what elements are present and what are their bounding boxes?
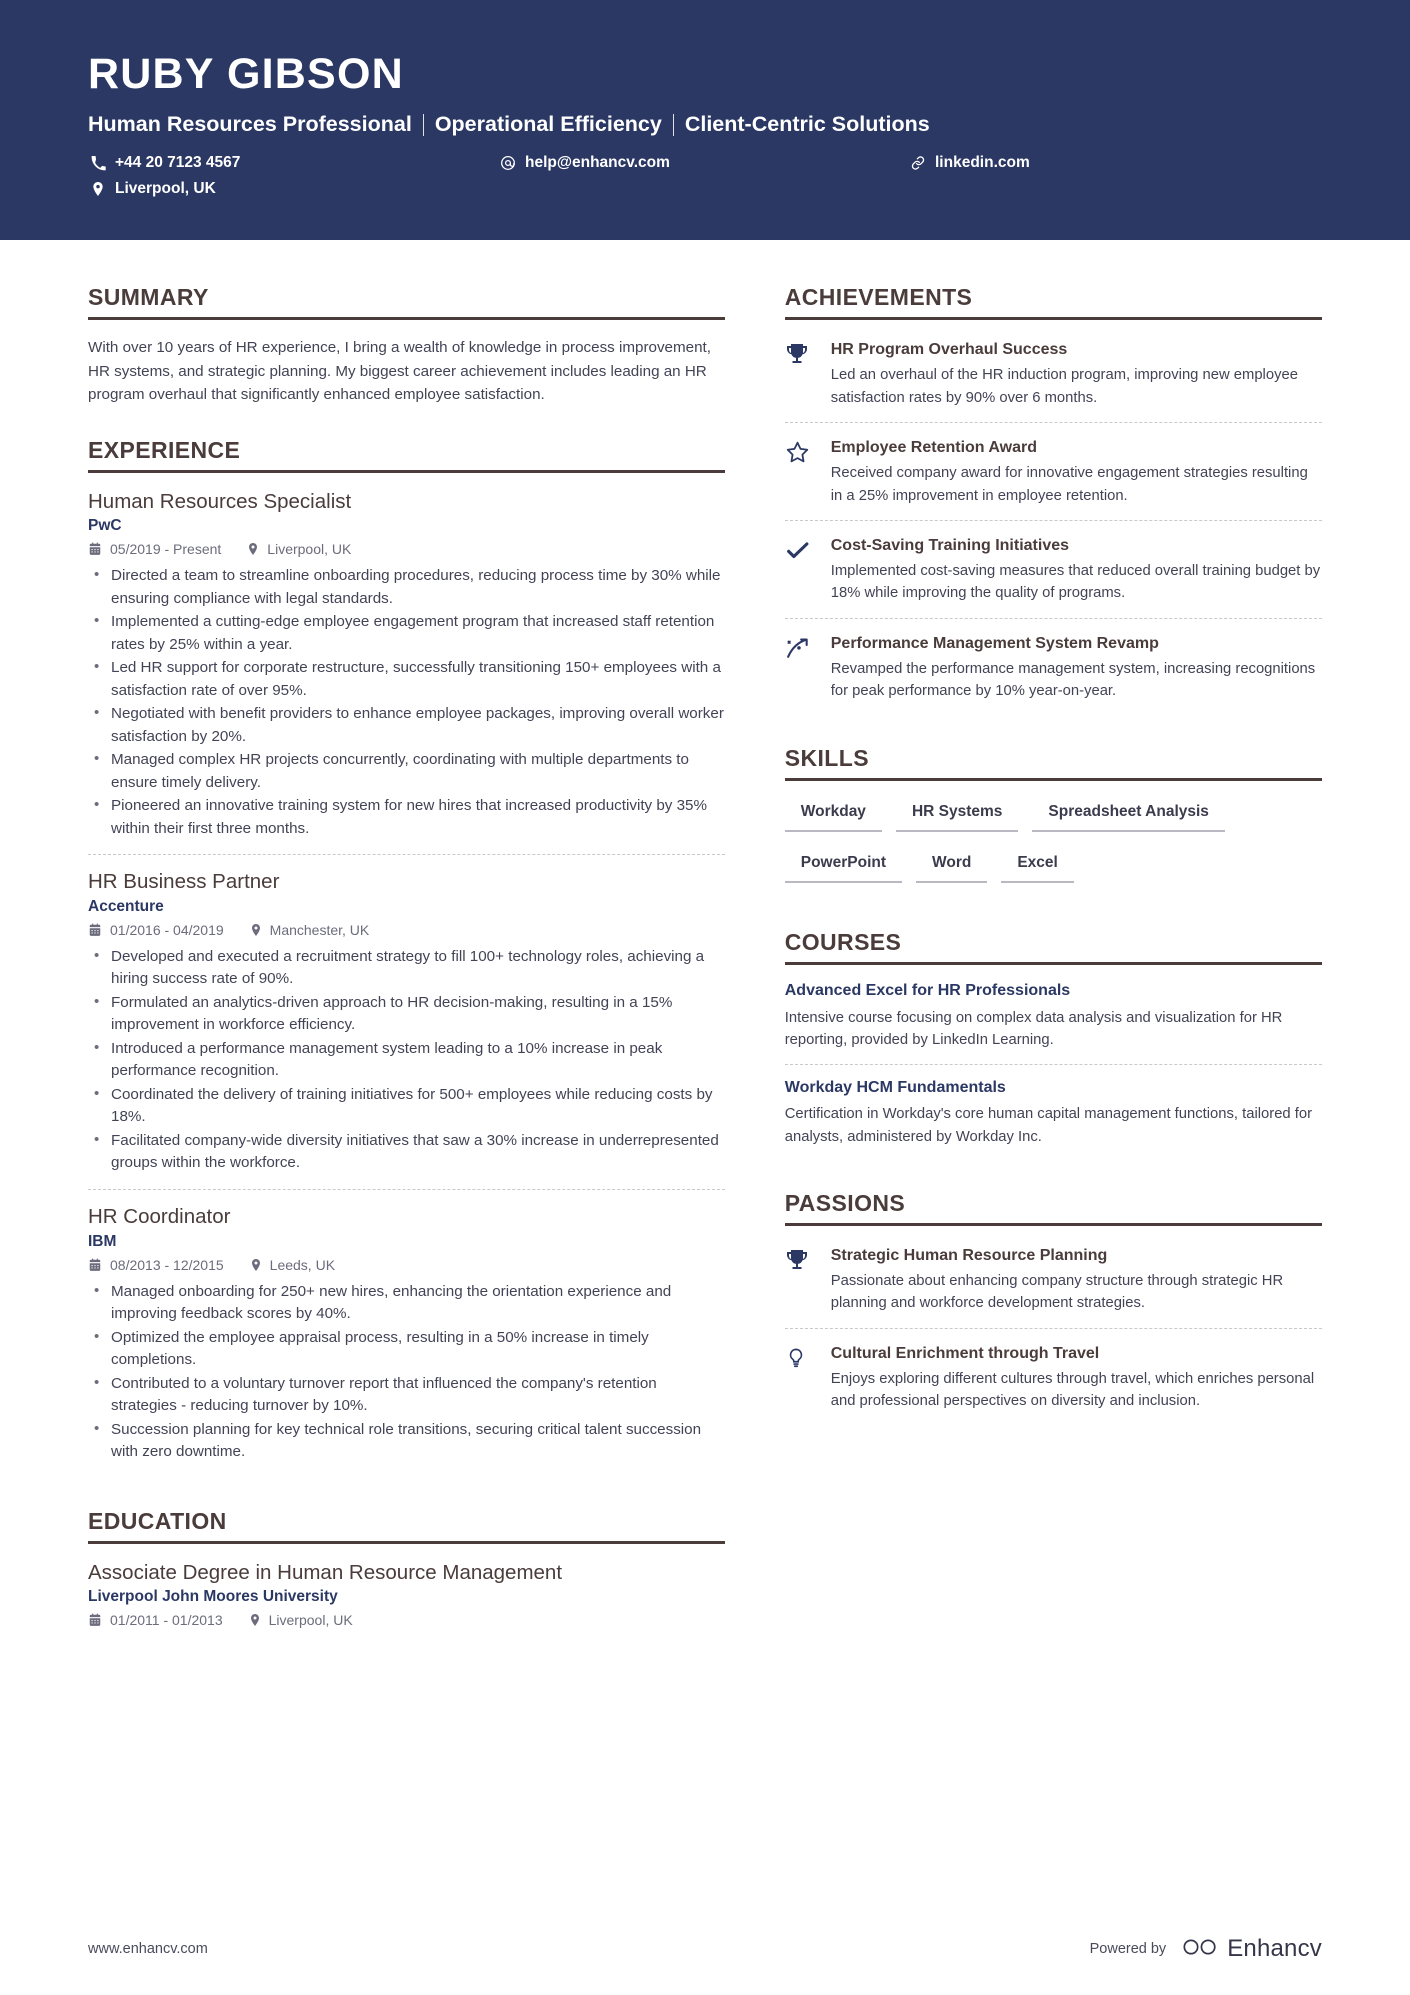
- experience-bullet: • Optimized the employee appraisal process, resulting in a 50% increase in timely completions.: [88, 1327, 725, 1372]
- powered-by-label: Powered by: [1089, 1941, 1167, 1957]
- experience-bullet: • Facilitated company-wide diversity initiatives that saw a 30% increase in underrepresented groups within the workforce.: [88, 1130, 725, 1175]
- experience-bullet: • Contributed to a voluntary turnover report that influenced the company's retention strategies - reducing turnover by 10%.: [88, 1373, 725, 1418]
- growth-arrow-icon: [785, 634, 831, 703]
- calendar-icon: [88, 542, 102, 556]
- lightbulb-icon: [785, 1344, 831, 1413]
- course-description: Certification in Workday's core human capital management functions, tailored for analysts, administered by Workday Inc.: [784, 1106, 1313, 1145]
- experience-bullets: [88, 565, 725, 840]
- headline-divider-icon: [673, 114, 674, 136]
- education-entry: [88, 1560, 725, 1650]
- experience-meta: [88, 541, 725, 557]
- passion-title: Cultural Enrichment through Travel: [830, 1344, 1100, 1362]
- experience-bullet: • Developed and executed a recruitment strategy to fill 100+ technology roles, achieving a hiring success rate of 90%.: [88, 946, 725, 991]
- section-title-education: EDUCATION: [88, 1508, 725, 1544]
- location-icon: [250, 1258, 262, 1272]
- passion-body: [831, 1246, 1322, 1315]
- section-education: [88, 1508, 725, 1650]
- experience-bullets: [88, 1281, 725, 1464]
- experience-bullet: • Implemented a cutting-edge employee engagement program that increased staff retention rates by 25% within a year.: [88, 611, 725, 656]
- resume-footer: [0, 1903, 1410, 1995]
- calendar-icon: [88, 1613, 102, 1627]
- achievement-body: [831, 536, 1322, 605]
- course-item: [785, 1064, 1322, 1160]
- section-title-summary: SUMMARY: [88, 284, 725, 320]
- experience-role: HR Coordinator: [88, 1204, 231, 1228]
- location-icon: [88, 181, 108, 197]
- calendar-icon: [88, 1258, 102, 1272]
- achievement-title: Cost-Saving Training Initiatives: [830, 536, 1070, 554]
- experience-dates: [88, 922, 224, 938]
- achievement-description: Led an overhaul of the HR induction program, improving new employee satisfaction rates by 90% over 6 months.: [830, 367, 1298, 406]
- passion-body: [831, 1344, 1322, 1413]
- experience-location: [250, 922, 370, 938]
- course-title: Advanced Excel for HR Professionals: [784, 982, 1071, 1000]
- passion-title: Strategic Human Resource Planning: [830, 1246, 1108, 1264]
- experience-dates-text: 05/2019 - Present: [110, 541, 222, 558]
- contact-row-secondary: [88, 180, 1322, 198]
- section-passions: [785, 1190, 1322, 1426]
- section-summary: [88, 284, 725, 407]
- skill-tag: Excel: [1001, 848, 1074, 883]
- section-title-skills: SKILLS: [785, 745, 1322, 781]
- contact-email[interactable]: [498, 154, 898, 172]
- link-icon: [908, 155, 928, 171]
- experience-entry: [88, 854, 725, 1189]
- experience-location: [247, 541, 351, 557]
- passion-description: Enjoys exploring different cultures through travel, which enriches personal and professional perspectives on diversity and inclusion.: [830, 1371, 1315, 1410]
- contact-email-text: help@enhancv.com: [525, 154, 670, 172]
- achievement-description: Revamped the performance management system, increasing recognitions for peak performance by 10% year-on-year.: [830, 661, 1316, 700]
- brand-logo: [1182, 1935, 1322, 1964]
- summary-text: With over 10 years of HR experience, I bring a wealth of knowledge in process improvement, HR systems, and strategic planning. My biggest career achievement includes leading an HR program overhaul that significantly enhanced employee satisfaction.: [88, 339, 711, 404]
- education-degree: Associate Degree in Human Resource Management: [88, 1560, 563, 1584]
- section-courses: [785, 929, 1322, 1159]
- experience-bullet: • Pioneered an innovative training system for new hires that increased productivity by 35% within their first three months.: [88, 795, 725, 840]
- experience-bullet: • Directed a team to streamline onboarding procedures, reducing process time by 30% while ensuring compliance with legal standards.: [88, 565, 725, 610]
- location-icon: [247, 542, 259, 556]
- experience-bullet: • Managed onboarding for 250+ new hires, enhancing the orientation experience and improving feedback scores by 40%.: [88, 1281, 725, 1326]
- left-column: [88, 284, 785, 1679]
- headline-part-3: Client-Centric Solutions: [684, 112, 930, 137]
- contact-phone: [88, 154, 488, 172]
- enhancv-mark-icon: [1182, 1935, 1218, 1964]
- achievement-item: [785, 336, 1322, 422]
- achievement-item: [785, 520, 1322, 618]
- contact-link-text: linkedin.com: [935, 154, 1030, 172]
- location-icon: [249, 1613, 261, 1627]
- experience-location-text: Manchester, UK: [269, 921, 370, 938]
- skill-tag: Word: [916, 848, 987, 883]
- education-meta: [88, 1612, 725, 1628]
- course-title: Workday HCM Fundamentals: [784, 1078, 1006, 1096]
- experience-company: PwC: [88, 517, 122, 535]
- footer-branding: [1090, 1935, 1322, 1964]
- passion-item: [785, 1328, 1322, 1426]
- experience-bullet: • Negotiated with benefit providers to enhance employee packages, improving overall worker satisfaction by 20%.: [88, 703, 725, 748]
- headline-part-1: Human Resources Professional: [88, 112, 412, 137]
- skill-tag: Workday: [785, 797, 882, 832]
- experience-company: IBM: [88, 1232, 117, 1250]
- star-icon: [785, 438, 831, 507]
- section-title-experience: EXPERIENCE: [88, 437, 725, 473]
- achievement-item: [785, 422, 1322, 520]
- contact-location-text: Liverpool, UK: [115, 180, 216, 198]
- achievement-body: [831, 634, 1322, 703]
- achievement-description: Received company award for innovative engagement strategies resulting in a 25% improvement in employee retention.: [830, 465, 1308, 504]
- achievement-description: Implemented cost-saving measures that reduced overall training budget by 18% while improving the quality of programs.: [830, 563, 1321, 602]
- experience-location: [250, 1257, 335, 1273]
- course-item: [785, 981, 1322, 1063]
- experience-dates: [88, 1257, 224, 1273]
- experience-bullet: • Led HR support for corporate restructure, successfully transitioning 150+ employees with a satisfaction rate of over 95%.: [88, 657, 725, 702]
- experience-location-text: Leeds, UK: [269, 1256, 336, 1273]
- headline: [88, 111, 1322, 138]
- right-column: [785, 284, 1322, 1455]
- passion-description: Passionate about enhancing company structure through strategic HR planning and workforce development strategies.: [830, 1273, 1284, 1312]
- achievement-body: [831, 340, 1322, 409]
- experience-bullet: • Coordinated the delivery of training initiatives for 500+ employees while reducing costs by 18%.: [88, 1084, 725, 1129]
- experience-dates: [88, 541, 221, 557]
- experience-bullet: • Introduced a performance management system leading to a 10% increase in peak performance recognition.: [88, 1038, 725, 1083]
- achievement-title: Employee Retention Award: [830, 438, 1038, 456]
- course-description: Intensive course focusing on complex data analysis and visualization for HR reporting, provided by LinkedIn Learning.: [784, 1010, 1283, 1049]
- trophy-icon: [785, 340, 831, 409]
- experience-bullet: • Managed complex HR projects concurrently, coordinating with multiple departments to ensure timely delivery.: [88, 749, 725, 794]
- experience-bullets: [88, 946, 725, 1175]
- check-icon: [785, 536, 831, 605]
- education-location: [249, 1612, 353, 1628]
- contact-location: [88, 180, 216, 198]
- brand-name: Enhancv: [1227, 1935, 1322, 1962]
- education-dates: [88, 1612, 223, 1628]
- experience-entry: [88, 489, 725, 855]
- education-location-text: Liverpool, UK: [268, 1612, 353, 1629]
- experience-dates-text: 01/2016 - 04/2019: [110, 921, 224, 938]
- experience-entry: [88, 1189, 725, 1478]
- resume-body: [0, 284, 1410, 1679]
- trophy-icon: [785, 1246, 831, 1315]
- education-school: Liverpool John Moores University: [88, 1588, 338, 1606]
- footer-url[interactable]: www.enhancv.com: [88, 1941, 208, 1957]
- skill-tag: Spreadsheet Analysis: [1032, 797, 1225, 832]
- achievement-title: HR Program Overhaul Success: [830, 341, 1068, 358]
- passion-item: [785, 1242, 1322, 1328]
- experience-dates-text: 08/2013 - 12/2015: [110, 1256, 224, 1273]
- experience-company: Accenture: [88, 897, 164, 915]
- page-title: RUBY GIBSON: [88, 50, 404, 98]
- skills-list: [785, 797, 1322, 899]
- experience-meta: [88, 922, 725, 938]
- achievement-body: [831, 438, 1322, 507]
- headline-part-2: Operational Efficiency: [434, 112, 662, 137]
- calendar-icon: [88, 923, 102, 937]
- experience-bullet: • Succession planning for key technical role transitions, securing critical talent succession with zero downtime.: [88, 1419, 725, 1464]
- education-dates-text: 01/2011 - 01/2013: [110, 1612, 223, 1629]
- achievement-item: [785, 618, 1322, 716]
- section-title-courses: COURSES: [785, 929, 1322, 965]
- experience-role: HR Business Partner: [88, 870, 280, 894]
- experience-bullet: • Formulated an analytics-driven approach to HR decision-making, resulting in a 15% improvement in workforce efficiency.: [88, 992, 725, 1037]
- section-achievements: [785, 284, 1322, 715]
- achievement-title: Performance Management System Revamp: [830, 634, 1159, 652]
- contact-phone-text: +44 20 7123 4567: [115, 154, 241, 172]
- contact-row-primary: [88, 154, 1322, 172]
- experience-meta: [88, 1257, 725, 1273]
- section-skills: [785, 745, 1322, 899]
- section-title-passions: PASSIONS: [785, 1190, 1322, 1226]
- headline-divider-icon: [423, 114, 424, 136]
- skill-tag: HR Systems: [896, 797, 1018, 832]
- email-icon: [498, 155, 518, 171]
- experience-location-text: Liverpool, UK: [267, 541, 352, 558]
- contact-link[interactable]: [908, 154, 1030, 172]
- skill-tag: PowerPoint: [785, 848, 902, 883]
- phone-icon: [88, 156, 108, 171]
- section-experience: [88, 437, 725, 1478]
- location-icon: [250, 923, 262, 937]
- experience-role: Human Resources Specialist: [88, 489, 352, 513]
- resume-header: [0, 0, 1410, 240]
- section-title-achievements: ACHIEVEMENTS: [785, 284, 1322, 320]
